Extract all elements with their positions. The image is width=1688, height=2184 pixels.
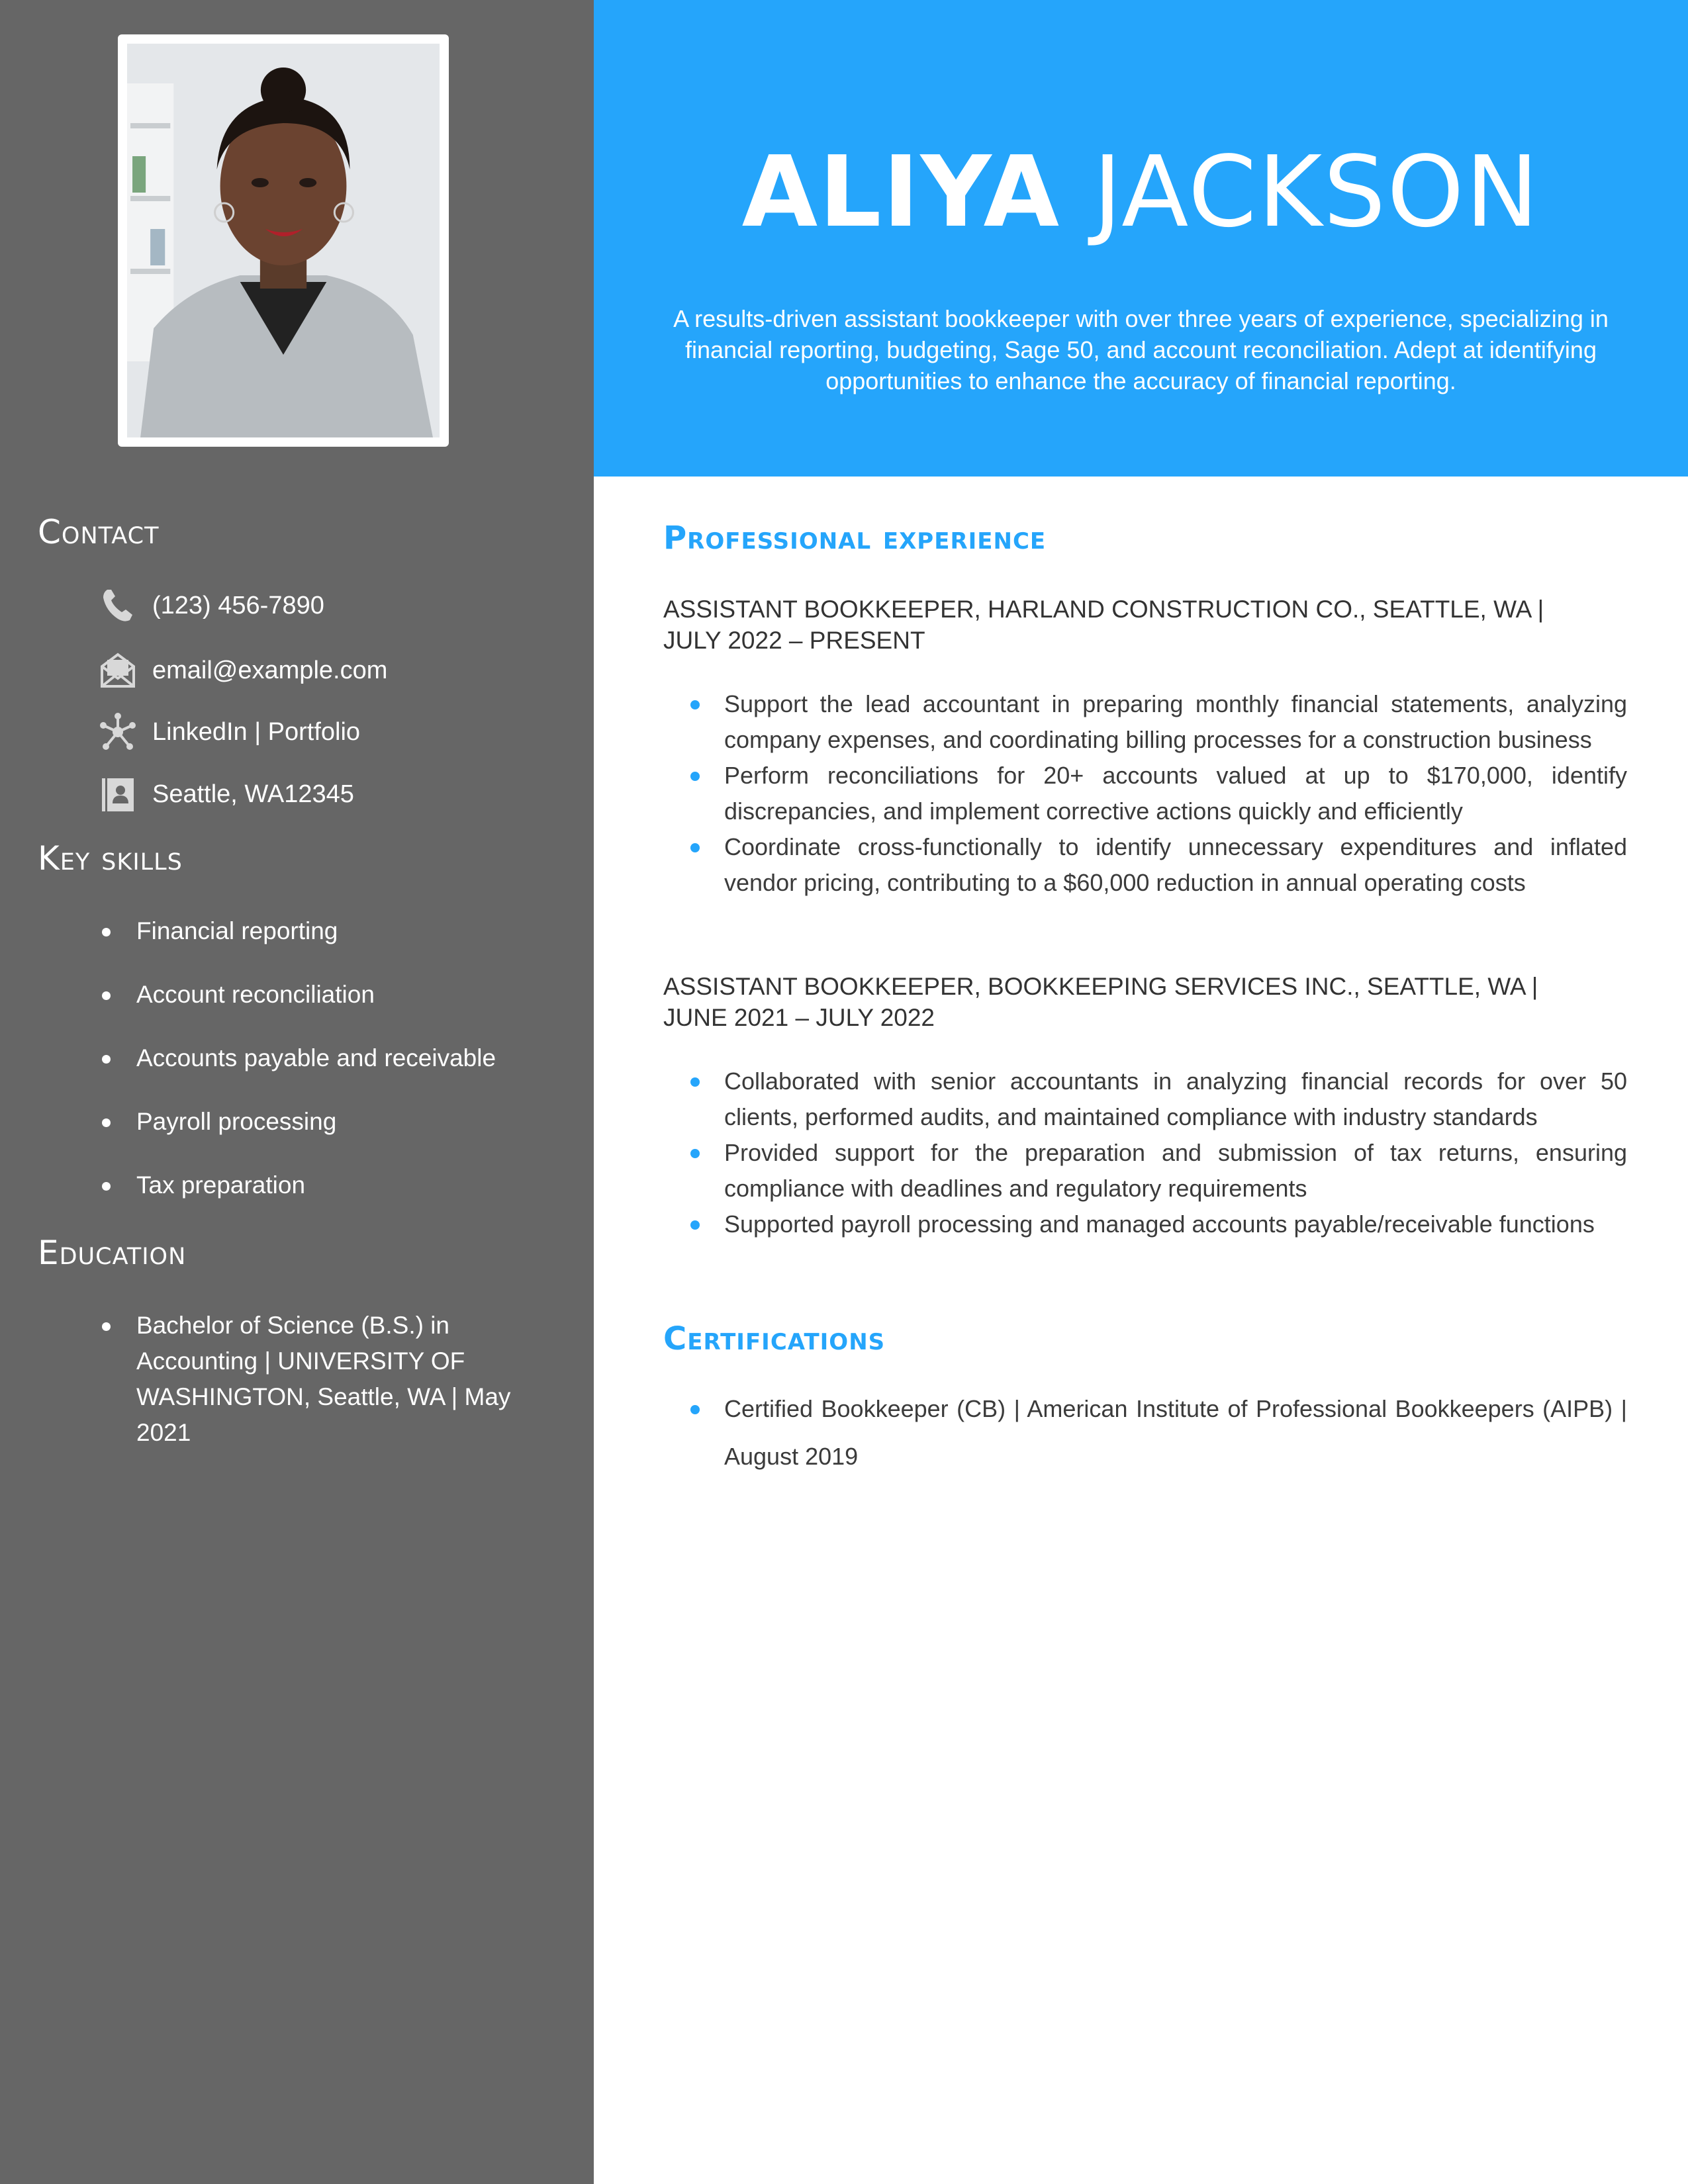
phone-icon (98, 586, 138, 625)
profile-photo-frame (118, 34, 449, 447)
address-book-icon (98, 774, 138, 814)
contact-location (98, 774, 354, 814)
location-text: Seattle, WA12345 (152, 780, 354, 808)
list-item: Coordinate cross-functionally to identify unnecessary expenditures and inflated vendor pricing, contributing to a $60,000 reduction in annual operating costs (688, 829, 1627, 901)
list-item: Financial reporting (99, 913, 523, 949)
network-icon (98, 712, 138, 752)
list-item: Supported payroll processing and managed accounts payable/receivable functions (688, 1206, 1627, 1242)
skills-heading: Key skills (38, 839, 183, 878)
profile-photo (127, 44, 440, 437)
email-text[interactable]: email@example.com (152, 656, 388, 684)
list-item: Certified Bookkeeper (CB) | American Institute of Professional Bookkeepers (AIPB) | August 2019 (688, 1385, 1627, 1480)
links-text[interactable]: LinkedIn | Portfolio (152, 717, 361, 746)
list-item: Account reconciliation (99, 977, 523, 1013)
certifications-list (688, 1385, 1627, 1480)
header-banner (594, 0, 1688, 477)
contact-heading: Contact (38, 513, 160, 551)
job-bullets (688, 1064, 1627, 1242)
certifications-heading: Certifications (663, 1320, 886, 1357)
email-icon (98, 651, 138, 690)
job-title: ASSISTANT BOOKKEEPER, BOOKKEEPING SERVICES INC., SEATTLE, WA | JUNE 2021 – JULY 2022 (663, 973, 1538, 1031)
education-list (99, 1308, 523, 1451)
candidate-name (594, 136, 1688, 248)
list-item: Accounts payable and receivable (99, 1040, 523, 1076)
contact-links (98, 712, 360, 752)
list-item: Provided support for the preparation and submission of tax returns, ensuring compliance with deadlines and regulatory requirements (688, 1135, 1627, 1206)
phone-text: (123) 456-7890 (152, 591, 324, 619)
list-item: Payroll processing (99, 1104, 523, 1140)
list-item: Collaborated with senior accountants in analyzing financial records for over 50 clients, performed audits, and maintained compliance with industry standards (688, 1064, 1627, 1135)
list-item: Perform reconciliations for 20+ accounts valued at up to $170,000, identify discrepancies, and implement corrective actions quickly and efficiently (688, 758, 1627, 829)
job-title: ASSISTANT BOOKKEEPER, HARLAND CONSTRUCTION CO., SEATTLE, WA | JULY 2022 – PRESENT (663, 596, 1544, 654)
education-heading: Education (38, 1234, 187, 1272)
skills-list (99, 913, 523, 1203)
contact-email (98, 651, 387, 690)
last-name: JACKSON (1093, 135, 1540, 249)
first-name: ALIYA (741, 135, 1061, 249)
list-item: Bachelor of Science (B.S.) in Accounting | UNIVERSITY OF WASHINGTON, Seattle, WA | May 2021 (99, 1308, 523, 1451)
list-item: Tax preparation (99, 1167, 523, 1203)
profile-summary: A results-driven assistant bookkeeper with over three years of experience, specializing in financial reporting, budgeting, Sage 50, and account reconciliation. Adept at identifying opportunities to enhance the accuracy of financial reporting. (673, 305, 1609, 394)
contact-phone (98, 586, 324, 625)
experience-heading: Professional experience (663, 520, 1047, 557)
sidebar (0, 0, 594, 2184)
job-bullets (688, 686, 1627, 901)
list-item: Support the lead accountant in preparing monthly financial statements, analyzing company expenses, and coordinating billing processes for a construction business (688, 686, 1627, 758)
